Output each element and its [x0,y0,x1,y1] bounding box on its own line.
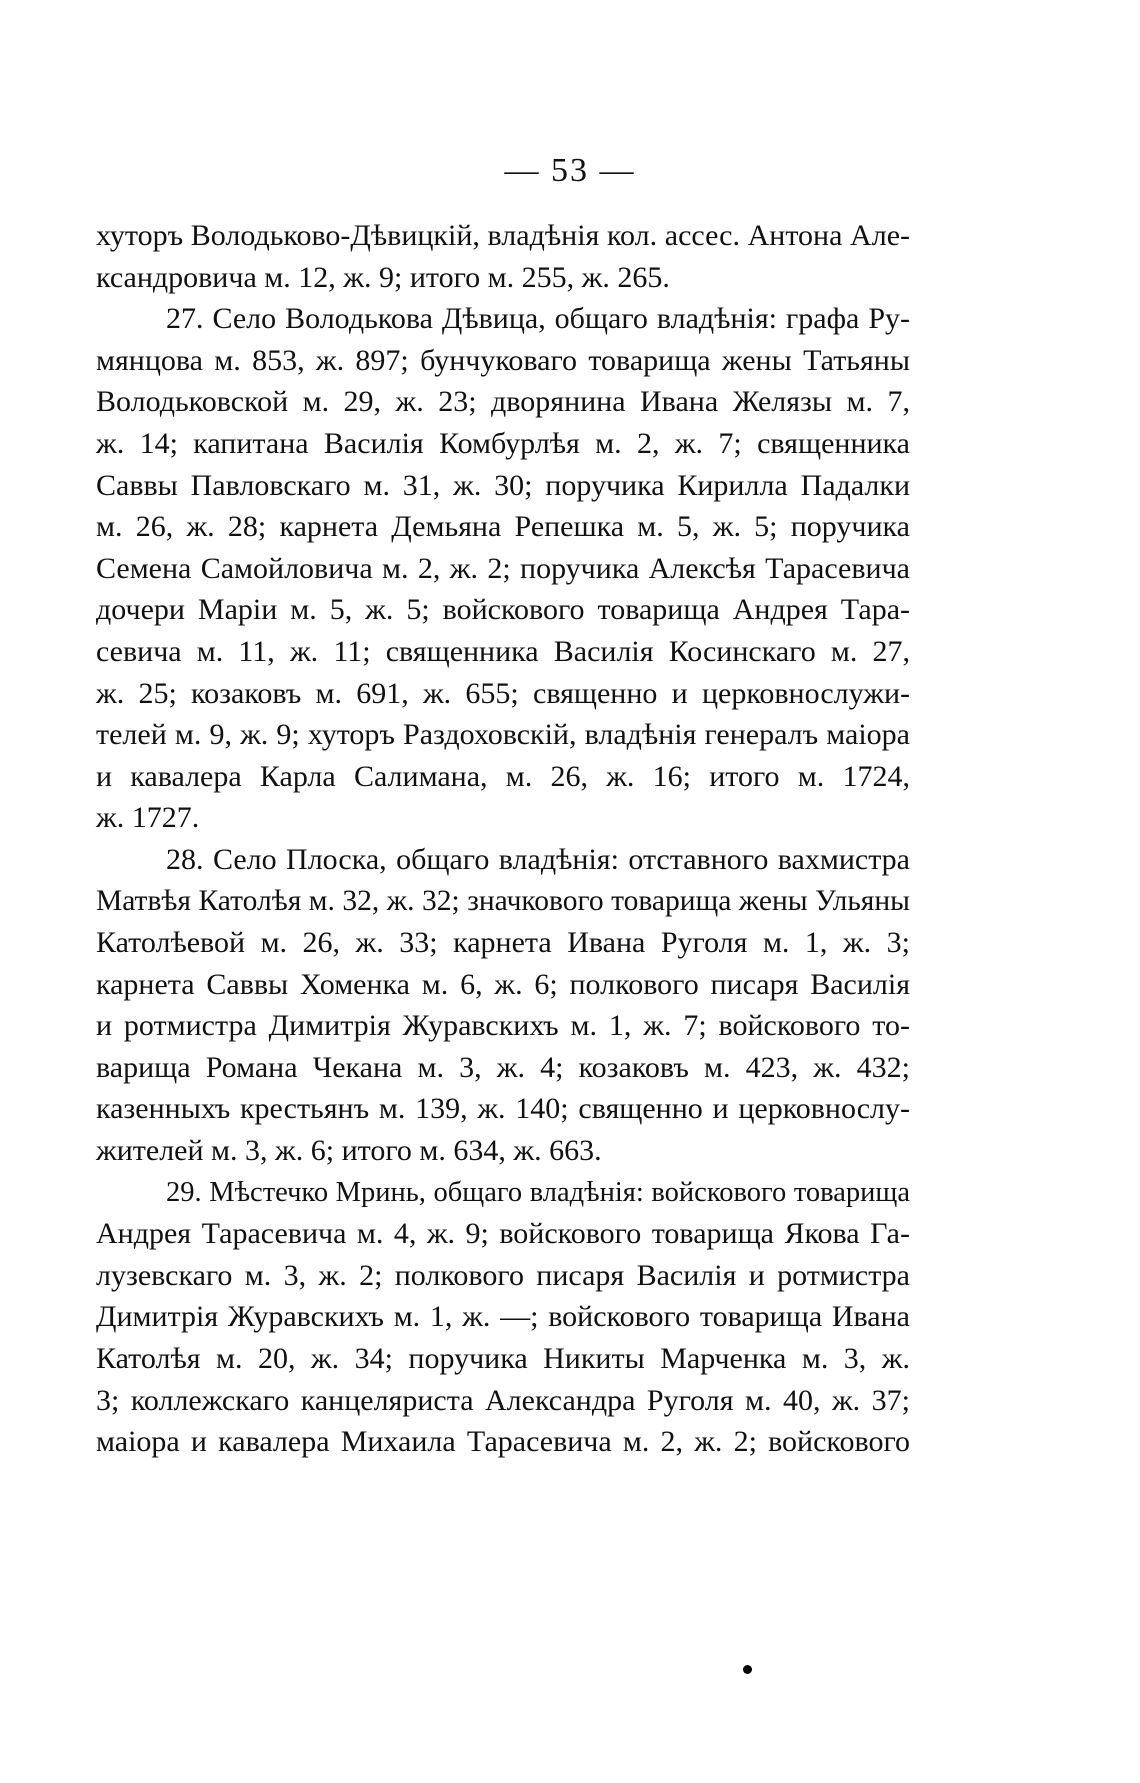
text-line: ж. 14; капитана Василія Комбурлѣя м. 2, ж. 7; священника [96,426,910,460]
text-line: м. 26, ж. 28; карнета Демьяна Репешка м. 5, ж. 5; поручика [96,510,910,544]
text-line: севича м. 11, ж. 11; священника Василія Косинскаго м. 27, [96,634,910,668]
text-line: варища Романа Чекана м. 3, ж. 4; козаковъ м. 423, ж. 432; [96,1050,910,1084]
text-line: Католѣя м. 20, ж. 34; поручика Никиты Марченка м. 3, ж. [96,1342,910,1376]
text-line: 29. Мѣстечко Мринь, общаго владѣнія: войскового товарища [166,1176,910,1208]
text-line: 3; коллежскаго канцеляриста Александра Руголя м. 40, ж. 37; [96,1383,910,1417]
text-line: 27. Село Володькова Дѣвица, общаго владѣнія: графа Ру- [166,302,910,336]
text-line: Саввы Павловскаго м. 31, ж. 30; поручика Кирилла Падалки [96,468,910,502]
text-line: ж. 1727. [96,801,200,835]
text-line: Семена Самойловича м. 2, ж. 2; поручика Алексѣя Тарасевича [96,551,910,585]
text-line: лузевскаго м. 3, ж. 2; полкового писаря Василія и ротмистра [96,1258,910,1292]
text-line: жителей м. 3, ж. 6; итого м. 634, ж. 663. [96,1134,602,1168]
text-line: Андрея Тарасевича м. 4, ж. 9; войскового товарища Якова Га- [96,1217,910,1251]
text-line: дочери Маріи м. 5, ж. 5; войскового товарища Андрея Тара- [96,593,910,627]
paragraph [96,839,910,1172]
text-line: Димитрія Журавскихъ м. 1, ж. —; войскового товарища Ивана [96,1300,910,1334]
paragraph [96,298,910,839]
text-line: Католѣевой м. 26, ж. 33; карнета Ивана Руголя м. 1, ж. 3; [96,926,910,960]
text-line: мянцова м. 853, ж. 897; бунчуковаго товарища жены Татьяны [96,343,910,377]
text-line: телей м. 9, ж. 9; хуторъ Раздоховскій, владѣнія генералъ маіора [96,718,910,752]
text-line: Матвѣя Католѣя м. 32, ж. 32; значкового товарища жены Ульяны [96,884,910,917]
ink-dot [743,1665,752,1674]
text-line: 28. Село Плоска, общаго владѣнія: отставного вахмистра [166,842,910,876]
text-line: и ротмистра Димитрія Журавскихъ м. 1, ж. 7; войскового то- [96,1009,910,1043]
text-line: казенныхъ крестьянъ м. 139, ж. 140; священно и церковнослу- [96,1092,910,1126]
text-line: и кавалера Карла Салимана, м. 26, ж. 16; итого м. 1724, [96,759,910,793]
paragraph [96,215,910,298]
body-text [96,215,910,1463]
page-number: — 53 — [504,152,636,189]
text-line: ж. 25; козаковъ м. 691, ж. 655; священно и церковнослужи- [96,676,910,710]
text-line: Володьковской м. 29, ж. 23; дворянина Ивана Желязы м. 7, [96,385,910,419]
text-line: ксандровича м. 12, ж. 9; итого м. 255, ж. 265. [96,260,670,294]
text-line: карнета Саввы Хоменка м. 6, ж. 6; полкового писаря Василія [96,967,910,1001]
text-line: маіора и кавалера Михаила Тарасевича м. 2, ж. 2; войскового [96,1425,910,1459]
paragraph [96,1172,910,1463]
text-line: хуторъ Володьково-Дѣвицкій, владѣнія кол. ассес. Антона Але- [96,219,910,252]
